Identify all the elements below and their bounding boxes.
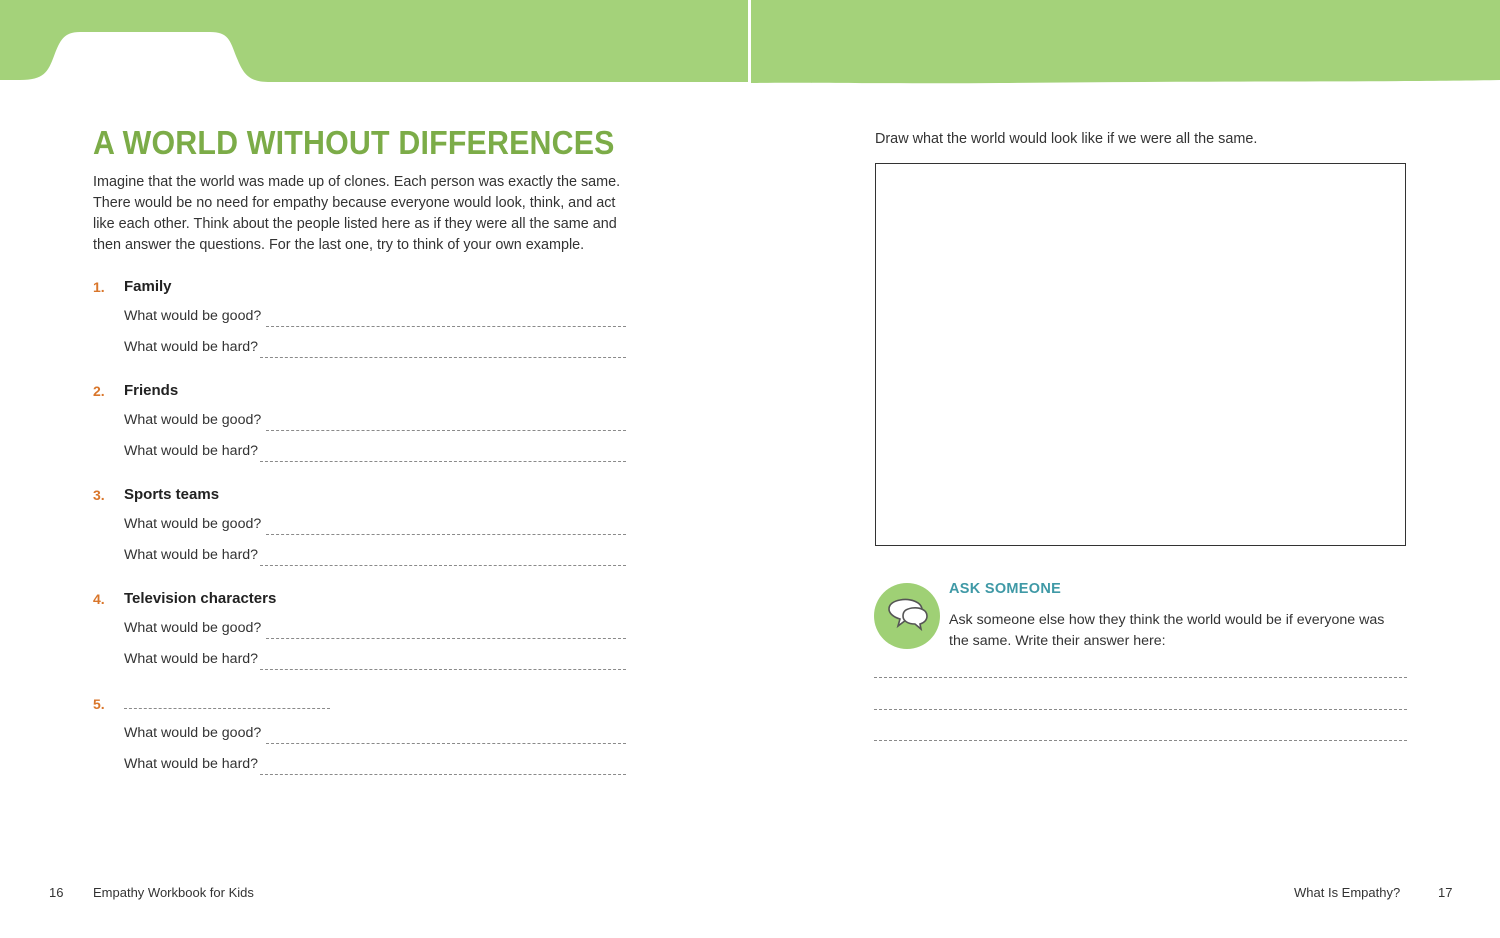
answer-line[interactable] xyxy=(266,430,626,431)
list-item-friends xyxy=(93,381,633,459)
good-question-row[interactable] xyxy=(124,725,626,745)
ask-someone-badge xyxy=(874,583,940,649)
hard-question-row[interactable] xyxy=(124,651,626,671)
answer-line[interactable] xyxy=(260,669,626,670)
good-question-label: What would be good? xyxy=(124,308,262,324)
header-band xyxy=(0,0,1500,84)
left-page-number: 16 xyxy=(49,885,64,900)
hard-question-label: What would be hard? xyxy=(124,443,259,459)
item-label: Friends xyxy=(124,382,179,399)
good-question-row[interactable] xyxy=(124,412,626,432)
hard-question-label: What would be hard? xyxy=(124,339,259,355)
speech-bubbles-icon xyxy=(884,596,930,636)
answer-line[interactable] xyxy=(260,461,626,462)
hard-question-row[interactable] xyxy=(124,443,626,463)
item-number: 1. xyxy=(93,279,105,295)
hard-question-row[interactable] xyxy=(124,547,626,567)
good-question-label: What would be good? xyxy=(124,516,262,532)
own-example-blank[interactable] xyxy=(124,708,330,709)
answer-line[interactable] xyxy=(260,357,626,358)
item-number: 2. xyxy=(93,383,105,399)
good-question-label: What would be good? xyxy=(124,725,262,741)
book-title: Empathy Workbook for Kids xyxy=(93,885,254,900)
hard-question-row[interactable] xyxy=(124,339,626,359)
list-item-sports-teams xyxy=(93,485,633,563)
answer-line[interactable] xyxy=(260,774,626,775)
hard-question-label: What would be hard? xyxy=(124,756,259,772)
answer-line[interactable] xyxy=(874,677,1407,678)
intro-paragraph: Imagine that the world was made up of clones. Each person was exactly the same. There would be no need for empathy because everyone would look, think, and act like each other. Think about the people listed here as if they were all the same and then answer the questions. For the last one, try to think of your own example. xyxy=(93,174,621,253)
hard-question-label: What would be hard? xyxy=(124,547,259,563)
good-question-label: What would be good? xyxy=(124,412,262,428)
draw-prompt: Draw what the world would look like if we were all the same. xyxy=(875,131,1258,147)
item-label: Television characters xyxy=(124,590,277,607)
ask-someone-heading: ASK SOMEONE xyxy=(949,581,1062,597)
chapter-title: What Is Empathy? xyxy=(1294,885,1401,900)
item-label: Family xyxy=(124,278,172,295)
item-label: Sports teams xyxy=(124,486,220,503)
page-title: A WORLD WITHOUT DIFFERENCES xyxy=(93,124,615,161)
hard-question-row[interactable] xyxy=(124,756,626,776)
answer-line[interactable] xyxy=(874,740,1407,741)
item-number: 3. xyxy=(93,487,105,503)
item-number: 5. xyxy=(93,696,105,712)
answer-line[interactable] xyxy=(266,534,626,535)
good-question-row[interactable] xyxy=(124,308,626,328)
answer-line[interactable] xyxy=(874,709,1407,710)
ask-someone-text: Ask someone else how they think the world would be if everyone was the same. Write their answer here: xyxy=(949,612,1385,649)
answer-line[interactable] xyxy=(266,638,626,639)
answer-line[interactable] xyxy=(266,743,626,744)
list-item-own-example xyxy=(93,694,633,772)
list-item-family xyxy=(93,277,633,355)
good-question-row[interactable] xyxy=(124,620,626,640)
right-page-number: 17 xyxy=(1438,885,1453,900)
list-item-television-characters xyxy=(93,589,633,667)
hard-question-label: What would be hard? xyxy=(124,651,259,667)
answer-line[interactable] xyxy=(266,326,626,327)
good-question-row[interactable] xyxy=(124,516,626,536)
answer-line[interactable] xyxy=(260,565,626,566)
drawing-box[interactable] xyxy=(875,163,1406,546)
item-number: 4. xyxy=(93,591,105,607)
good-question-label: What would be good? xyxy=(124,620,262,636)
